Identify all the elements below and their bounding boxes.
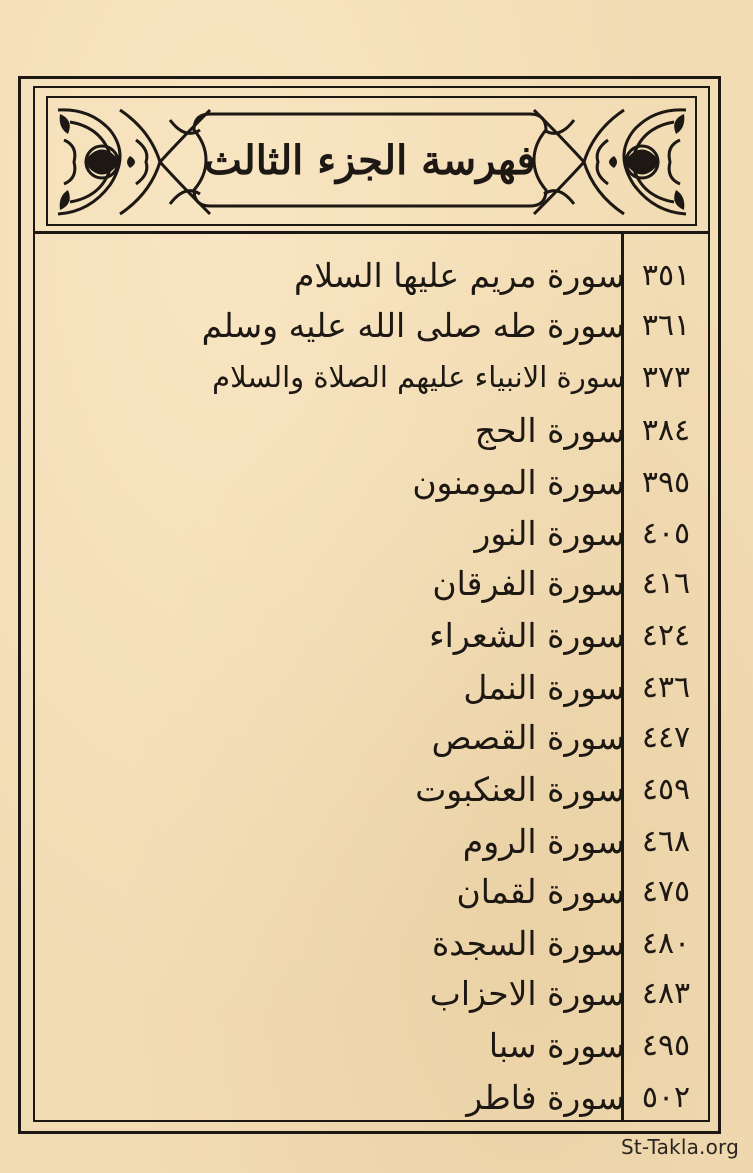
entry-page-number: ٤٥٩ <box>641 771 691 807</box>
entry-page-number: ٤٦٨ <box>641 823 691 859</box>
index-list <box>35 250 708 1117</box>
entry-title: سورة الروم <box>462 821 625 861</box>
entry-title: سورة العنكبوت <box>415 769 625 809</box>
entry-title: سورة فاطر <box>466 1077 625 1117</box>
entry-page-number: ٤٨٠ <box>641 925 691 961</box>
entry-page-number: ٣٧٣ <box>641 359 691 395</box>
entry-page-number: ٤٩٥ <box>641 1027 691 1063</box>
entry-title: سورة لقمان <box>456 871 625 911</box>
entry-page-number: ٤٧٥ <box>641 873 691 909</box>
entry-title: سورة المومنون <box>412 462 625 502</box>
list-item <box>35 712 708 762</box>
list-item <box>35 764 708 814</box>
entry-page-number: ٤٣٦ <box>641 669 691 705</box>
entry-page-number: ٣٨٤ <box>641 412 691 448</box>
list-item <box>35 866 708 916</box>
list-item <box>35 918 708 968</box>
list-item <box>35 1072 708 1122</box>
list-item <box>35 508 708 558</box>
entry-title: سورة القصص <box>431 717 625 757</box>
entry-title: سورة طه صلى الله عليه وسلم <box>201 305 625 345</box>
list-item <box>35 816 708 866</box>
list-item <box>35 610 708 660</box>
entry-page-number: ٤٢٤ <box>641 617 691 653</box>
entry-title: سورة الحج <box>474 410 625 450</box>
entry-title: سورة الفرقان <box>432 563 625 603</box>
entry-title: سورة الشعراء <box>429 615 625 655</box>
entry-page-number: ٤٤٧ <box>641 719 691 755</box>
entry-title: سورة مريم عليها السلام <box>293 255 625 295</box>
list-item <box>35 1020 708 1070</box>
list-item <box>35 405 708 455</box>
entry-title: سورة السجدة <box>432 923 625 963</box>
list-item <box>35 300 708 350</box>
list-item <box>35 352 708 402</box>
entry-page-number: ٤٠٥ <box>641 515 691 551</box>
entry-page-number: ٣٦١ <box>641 307 691 343</box>
entry-page-number: ٣٩٥ <box>641 464 691 500</box>
entry-page-number: ٤١٦ <box>641 565 691 601</box>
entry-title: سورة سبا <box>488 1025 625 1065</box>
list-item <box>35 558 708 608</box>
entry-title: سورة النور <box>474 513 625 553</box>
entry-title: سورة الانبياء عليهم الصلاة والسلام <box>212 360 625 394</box>
entry-page-number: ٥٠٢ <box>641 1079 691 1115</box>
list-item <box>35 250 708 300</box>
list-item <box>35 968 708 1018</box>
entry-page-number: ٣٥١ <box>641 257 691 293</box>
page-title: فهرسة الجزء الثالث <box>204 136 536 184</box>
list-item <box>35 662 708 712</box>
watermark-text: St-Takla.org <box>620 1135 739 1159</box>
entry-title: سورة النمل <box>463 667 625 707</box>
entry-title: سورة الاحزاب <box>429 973 625 1013</box>
list-item <box>35 457 708 507</box>
entry-page-number: ٤٨٣ <box>641 975 691 1011</box>
